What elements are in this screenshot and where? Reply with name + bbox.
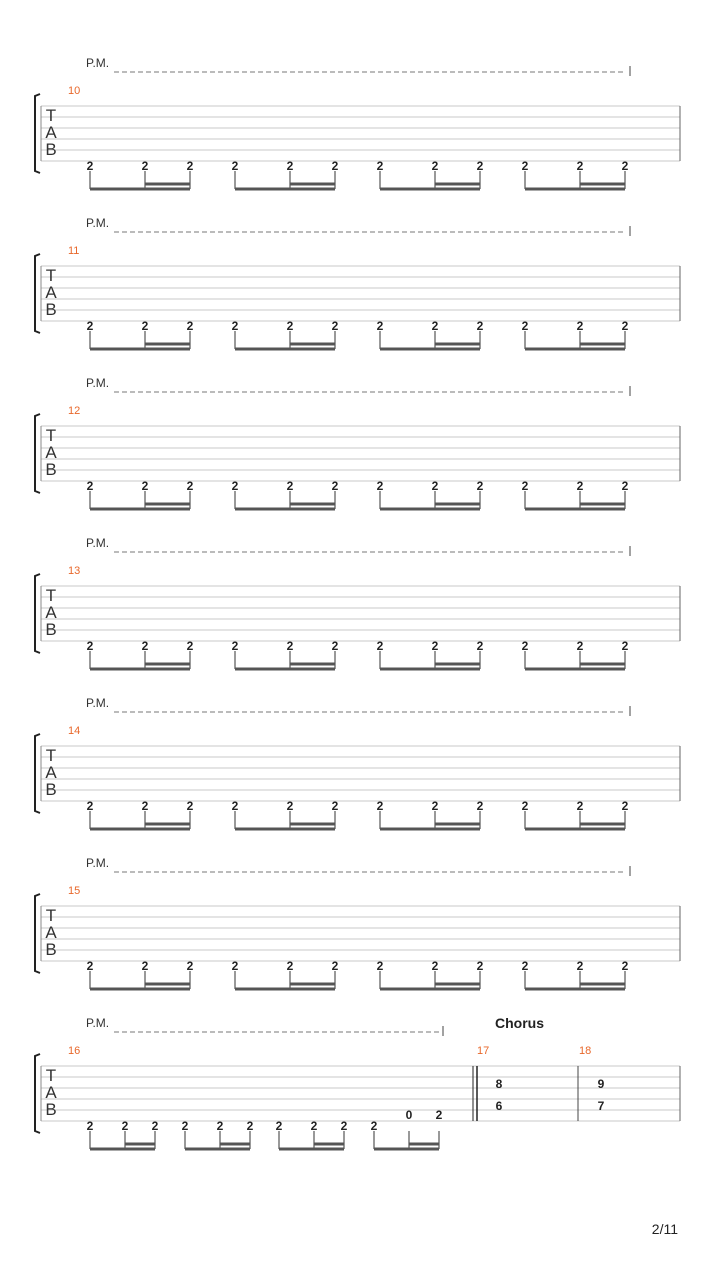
fret-number: 2 bbox=[331, 479, 339, 493]
tab-clef-letter: T bbox=[45, 106, 57, 125]
tab-clef-letter: B bbox=[45, 1100, 57, 1119]
fret-number: 2 bbox=[121, 1119, 129, 1133]
fret-number: 2 bbox=[521, 799, 529, 813]
fret-number: 2 bbox=[86, 319, 94, 333]
fret-number: 2 bbox=[435, 1108, 443, 1122]
tab-clef-letter: B bbox=[45, 300, 57, 319]
tab-clef-letter: B bbox=[45, 940, 57, 959]
fret-number: 2 bbox=[86, 479, 94, 493]
fret-number: 2 bbox=[576, 479, 584, 493]
fret-number: 2 bbox=[86, 639, 94, 653]
tab-clef-letter: T bbox=[45, 426, 57, 445]
tab-clef-letter: A bbox=[45, 443, 57, 462]
fret-number: 2 bbox=[476, 479, 484, 493]
fret-number: 2 bbox=[621, 319, 629, 333]
measure-number: 16 bbox=[68, 1045, 81, 1057]
fret-number: 2 bbox=[286, 159, 294, 173]
fret-number: 2 bbox=[310, 1119, 318, 1133]
measure-number: 14 bbox=[68, 725, 81, 737]
fret-number: 2 bbox=[231, 479, 239, 493]
tab-clef-letter: T bbox=[45, 266, 57, 285]
fret-number: 2 bbox=[521, 639, 529, 653]
fret-number: 2 bbox=[376, 159, 384, 173]
palm-mute-label: P.M. bbox=[86, 696, 110, 710]
fret-number: 2 bbox=[186, 319, 194, 333]
fret-number: 2 bbox=[286, 959, 294, 973]
fret-number: 2 bbox=[231, 959, 239, 973]
fret-number: 2 bbox=[431, 959, 439, 973]
palm-mute-label: P.M. bbox=[86, 376, 110, 390]
palm-mute-label: P.M. bbox=[86, 216, 110, 230]
fret-number: 2 bbox=[476, 319, 484, 333]
fret-number: 2 bbox=[476, 799, 484, 813]
staff-bracket bbox=[35, 894, 40, 973]
fret-number: 2 bbox=[476, 959, 484, 973]
fret-number: 2 bbox=[231, 319, 239, 333]
measure-number: 11 bbox=[68, 245, 80, 257]
fret-number: 2 bbox=[331, 639, 339, 653]
chord-fret-number: 9 bbox=[597, 1077, 605, 1091]
fret-number: 2 bbox=[576, 799, 584, 813]
fret-number: 2 bbox=[141, 319, 149, 333]
fret-number: 2 bbox=[476, 639, 484, 653]
fret-number: 2 bbox=[216, 1119, 224, 1133]
tab-clef-letter: A bbox=[45, 1083, 57, 1102]
tab-clef-letter: T bbox=[45, 746, 57, 765]
fret-number: 2 bbox=[86, 159, 94, 173]
fret-number: 2 bbox=[621, 799, 629, 813]
fret-number: 2 bbox=[431, 159, 439, 173]
measure-number: 15 bbox=[68, 885, 81, 897]
fret-number: 2 bbox=[621, 159, 629, 173]
fret-number: 2 bbox=[521, 959, 529, 973]
tab-clef-letter: A bbox=[45, 123, 57, 142]
fret-number: 2 bbox=[246, 1119, 254, 1133]
fret-number: 2 bbox=[621, 959, 629, 973]
tab-clef-letter: A bbox=[45, 283, 57, 302]
fret-number: 2 bbox=[151, 1119, 159, 1133]
fret-number: 2 bbox=[376, 639, 384, 653]
fret-number: 2 bbox=[376, 799, 384, 813]
staff-bracket bbox=[35, 574, 40, 653]
chord-fret-number: 8 bbox=[495, 1077, 503, 1091]
fret-number: 2 bbox=[431, 799, 439, 813]
fret-number: 2 bbox=[286, 479, 294, 493]
palm-mute-label: P.M. bbox=[86, 536, 110, 550]
palm-mute-label: P.M. bbox=[86, 56, 110, 70]
fret-number: 2 bbox=[340, 1119, 348, 1133]
palm-mute-label: P.M. bbox=[86, 1016, 110, 1030]
fret-number: 2 bbox=[521, 319, 529, 333]
measure-number: 10 bbox=[68, 85, 81, 97]
fret-number: 2 bbox=[186, 479, 194, 493]
fret-number: 2 bbox=[141, 479, 149, 493]
fret-number: 2 bbox=[331, 159, 339, 173]
staff-bracket bbox=[35, 94, 40, 173]
fret-number: 2 bbox=[231, 159, 239, 173]
measure-number: 12 bbox=[68, 405, 81, 417]
fret-number: 2 bbox=[231, 639, 239, 653]
chord-fret-number: 7 bbox=[597, 1099, 605, 1113]
fret-number: 2 bbox=[141, 639, 149, 653]
fret-number: 2 bbox=[231, 799, 239, 813]
staff-bracket bbox=[35, 734, 40, 813]
fret-number: 2 bbox=[186, 799, 194, 813]
fret-number: 2 bbox=[521, 159, 529, 173]
page-number: 2/11 bbox=[651, 1221, 678, 1237]
tab-clef-letter: T bbox=[45, 906, 57, 925]
measure-number: 13 bbox=[68, 565, 81, 577]
fret-number: 2 bbox=[431, 319, 439, 333]
staff-bracket bbox=[35, 414, 40, 493]
fret-number: 2 bbox=[141, 959, 149, 973]
fret-number: 2 bbox=[86, 959, 94, 973]
fret-number: 2 bbox=[286, 799, 294, 813]
tab-clef-letter: B bbox=[45, 140, 57, 159]
section-label: Chorus bbox=[495, 1015, 544, 1031]
tab-clef-letter: B bbox=[45, 620, 57, 639]
tab-clef-letter: B bbox=[45, 780, 57, 799]
fret-number: 2 bbox=[141, 159, 149, 173]
chord-fret-number: 6 bbox=[495, 1099, 503, 1113]
fret-number: 2 bbox=[186, 639, 194, 653]
fret-number: 2 bbox=[86, 799, 94, 813]
fret-number: 2 bbox=[376, 479, 384, 493]
fret-number: 0 bbox=[405, 1108, 413, 1122]
fret-number: 2 bbox=[331, 799, 339, 813]
fret-number: 2 bbox=[576, 159, 584, 173]
fret-number: 2 bbox=[286, 639, 294, 653]
fret-number: 2 bbox=[370, 1119, 378, 1133]
fret-number: 2 bbox=[331, 959, 339, 973]
measure-number: 18 bbox=[579, 1045, 592, 1057]
staff-bracket bbox=[35, 254, 40, 333]
fret-number: 2 bbox=[431, 639, 439, 653]
fret-number: 2 bbox=[275, 1119, 283, 1133]
fret-number: 2 bbox=[86, 1119, 94, 1133]
fret-number: 2 bbox=[376, 319, 384, 333]
fret-number: 2 bbox=[331, 319, 339, 333]
fret-number: 2 bbox=[186, 159, 194, 173]
fret-number: 2 bbox=[576, 639, 584, 653]
tab-clef-letter: A bbox=[45, 923, 57, 942]
fret-number: 2 bbox=[621, 479, 629, 493]
fret-number: 2 bbox=[576, 319, 584, 333]
fret-number: 2 bbox=[476, 159, 484, 173]
measure-number: 17 bbox=[477, 1045, 490, 1057]
fret-number: 2 bbox=[186, 959, 194, 973]
tab-clef-letter: A bbox=[45, 763, 57, 782]
palm-mute-label: P.M. bbox=[86, 856, 110, 870]
fret-number: 2 bbox=[576, 959, 584, 973]
fret-number: 2 bbox=[376, 959, 384, 973]
tab-clef-letter: T bbox=[45, 586, 57, 605]
fret-number: 2 bbox=[431, 479, 439, 493]
tab-clef-letter: T bbox=[45, 1066, 57, 1085]
tab-clef-letter: A bbox=[45, 603, 57, 622]
staff-bracket bbox=[35, 1054, 40, 1133]
fret-number: 2 bbox=[286, 319, 294, 333]
tab-clef-letter: B bbox=[45, 460, 57, 479]
fret-number: 2 bbox=[621, 639, 629, 653]
fret-number: 2 bbox=[141, 799, 149, 813]
fret-number: 2 bbox=[181, 1119, 189, 1133]
fret-number: 2 bbox=[521, 479, 529, 493]
